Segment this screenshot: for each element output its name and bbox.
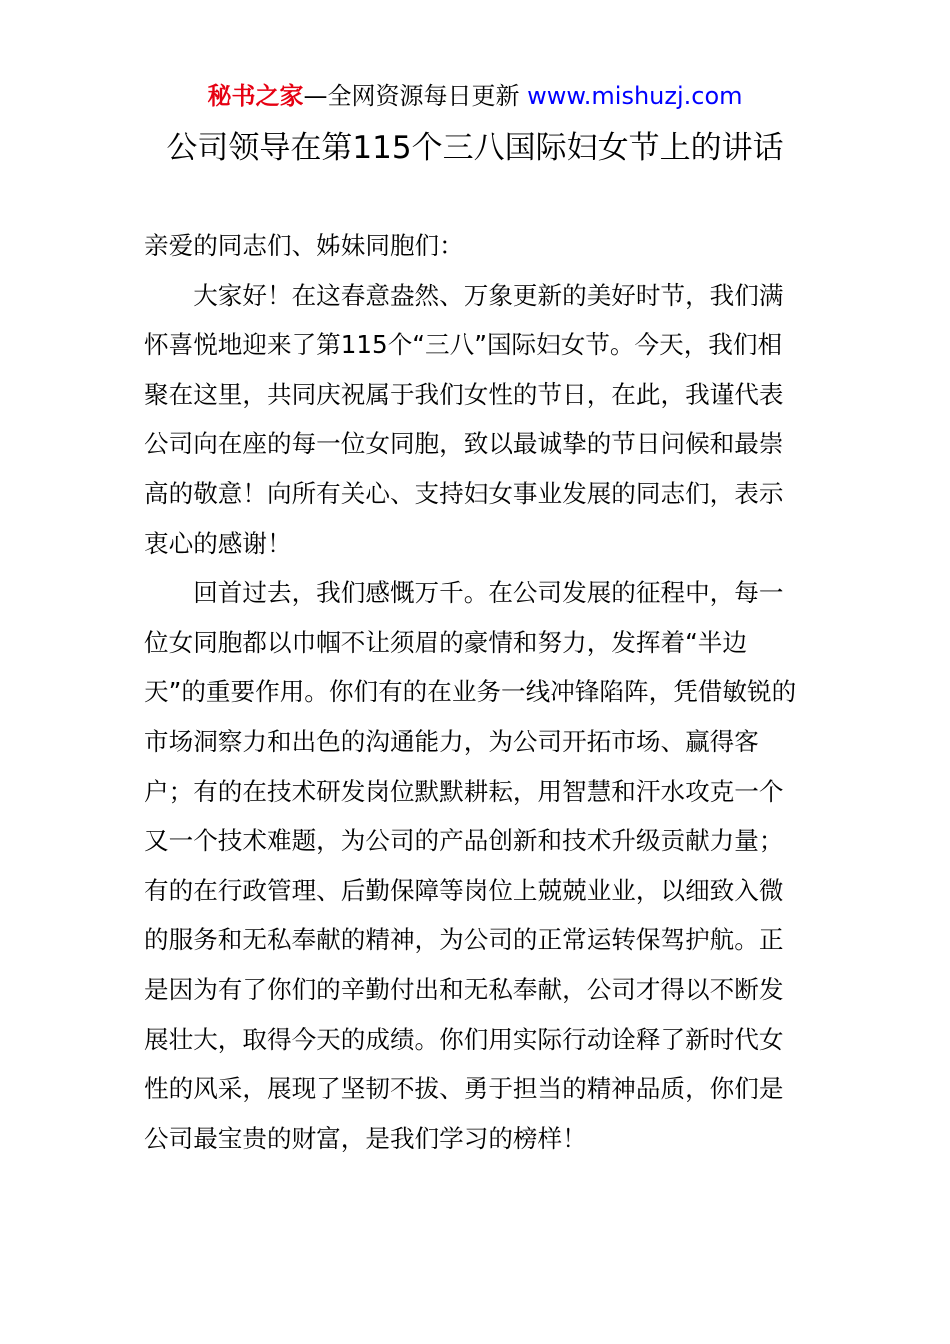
site-brand: 秘书之家 [207,82,304,110]
document-body [144,221,806,1163]
greeting: 亲爱的同志们、姊妹同胞们： [144,231,464,260]
site-header [0,80,950,112]
paragraph: 大家好！在这春意盎然、万象更新的美好时节，我们满怀喜悦地迎来了第115个“三八”国际妇女节。今天，我们相聚在这里，共同庆祝属于我们女性的节日，在此，我谨代表公司向在座的每一位女同胞，致以最诚挚的节日问候和最崇高的敬意！向所有关心、支持妇女事业发展的同志们，表示衷心的感谢！ [144,280,784,558]
site-tagline: —全网资源每日更新 [303,82,528,110]
paragraph: 回首过去，我们感慨万千。在公司发展的征程中，每一位女同胞都以巾帼不让须眉的豪情和努力，发挥着“半边天”的重要作用。你们有的在业务一线冲锋陷阵，凭借敏锐的市场洞察力和出色的沟通能力，为公司开拓市场、赢得客户；有的在技术研发岗位默默耕耘，用智慧和汗水攻克一个又一个技术难题，为公司的产品创新和技术升级贡献力量；有的在行政管理、后勤保障等岗位上兢兢业业，以细致入微的服务和无私奉献的精神，为公司的正常运转保驾护航。正是因为有了你们的辛勤付出和无私奉献，公司才得以不断发展壮大，取得今天的成绩。你们用实际行动诠释了新时代女性的风采，展现了坚韧不拔、勇于担当的精神品质，你们是公司最宝贵的财富，是我们学习的榜样！ [144,578,797,1153]
site-url-link[interactable]: www.mishuzj.com [527,82,743,110]
document-title: 公司领导在第115个三八国际妇女节上的讲话 [166,130,784,166]
